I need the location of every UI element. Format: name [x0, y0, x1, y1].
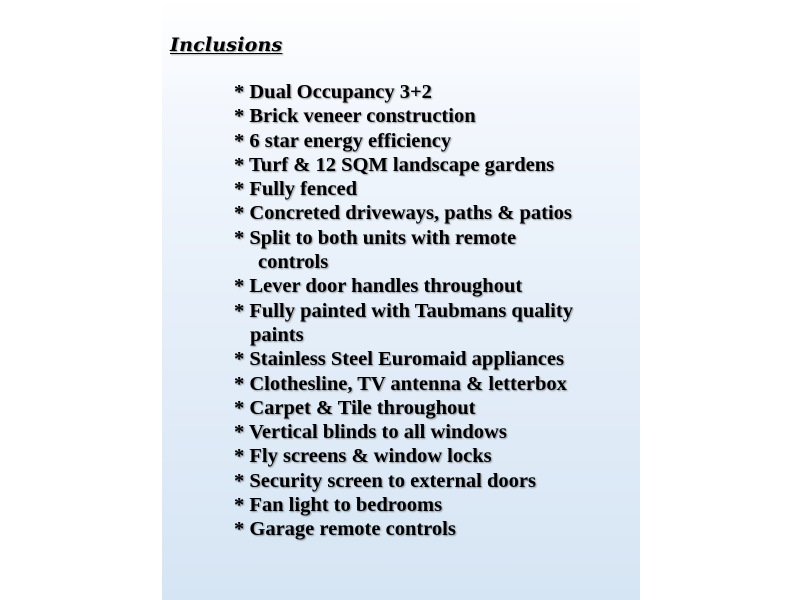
list-item [234, 347, 634, 371]
list-item-continuation: paints [250, 323, 304, 346]
list-item-text: * 6 star energy efficiency [234, 129, 452, 152]
list-item-text: * Fully fenced [234, 178, 357, 201]
list-item [234, 420, 634, 444]
list-item [234, 372, 634, 396]
list-item-text: * Fully painted with Taubmans quality [234, 299, 573, 322]
list-item [234, 396, 634, 420]
list-item-text: * Turf & 12 SQM landscape gardens [234, 153, 555, 176]
inclusions-list [234, 80, 634, 542]
list-item [234, 153, 634, 177]
list-item-text: * Fly screens & window locks [234, 445, 492, 468]
list-item [234, 469, 634, 493]
list-item [234, 177, 634, 201]
list-item [234, 80, 634, 104]
list-item-text: * Clothesline, TV antenna & letterbox [234, 372, 567, 395]
list-item-text: * Split to both units with remote [234, 226, 517, 249]
list-item-text: * Brick veneer construction [234, 105, 476, 128]
list-item [234, 226, 634, 275]
inclusions-panel [162, 0, 640, 600]
list-item [234, 129, 634, 153]
list-item-text: * Stainless Steel Euromaid appliances [234, 348, 564, 371]
list-item-text: * Fan light to bedrooms [234, 494, 443, 517]
list-item [234, 517, 634, 541]
inclusions-heading: Inclusions [170, 34, 283, 56]
list-item-text: * Lever door handles throughout [234, 275, 523, 298]
list-item-continuation: controls [258, 251, 329, 274]
list-item-text: * Dual Occupancy 3+2 [234, 81, 432, 103]
list-item [234, 274, 634, 298]
list-item-text: * Concreted driveways, paths & patios [234, 202, 572, 225]
list-item-text: * Vertical blinds to all windows [234, 421, 507, 444]
list-item [234, 299, 634, 348]
list-item-text: * Carpet & Tile throughout [234, 396, 476, 419]
list-item [234, 201, 634, 225]
list-item [234, 444, 634, 468]
list-item-text: * Garage remote controls [234, 518, 456, 541]
list-item [234, 104, 634, 128]
list-item [234, 493, 634, 517]
list-item-text: * Security screen to external doors [234, 469, 536, 492]
